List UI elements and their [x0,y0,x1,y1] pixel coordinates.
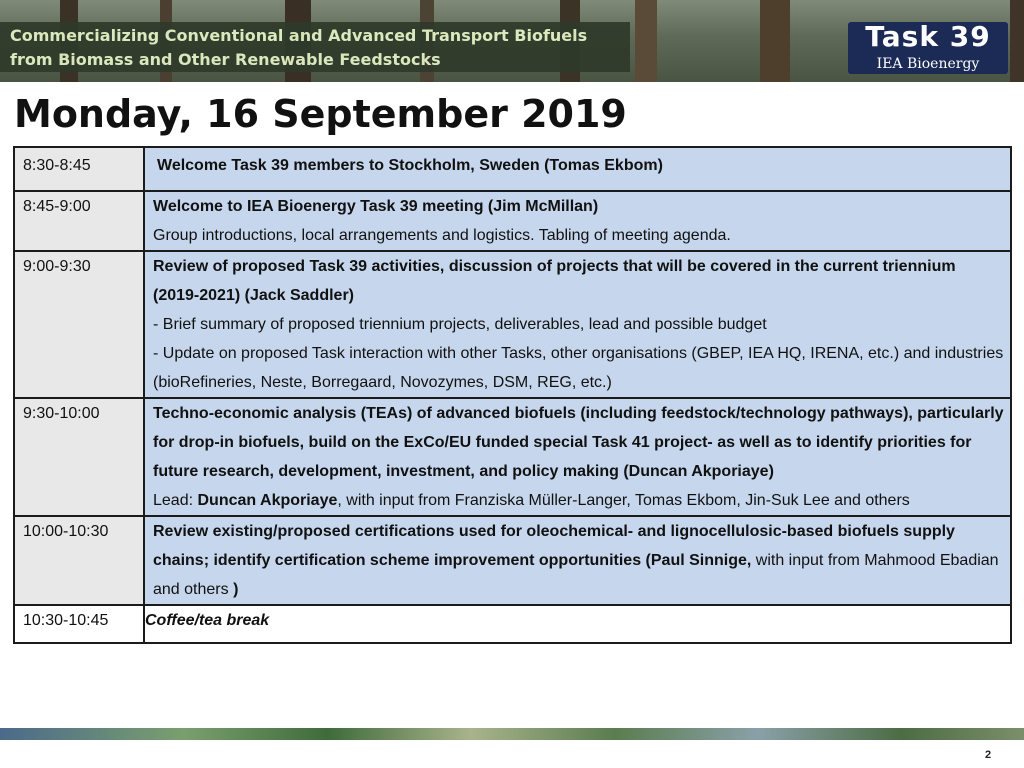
agenda-item [144,147,1011,191]
agenda-item-title: Coffee/tea break [145,612,270,629]
agenda-item [144,398,1011,516]
agenda-row [14,147,1011,191]
agenda-time: 10:30-10:45 [14,605,144,643]
agenda-item-title: Welcome Task 39 members to Stockholm, Sweden (Tomas Ekbom) [157,157,663,174]
agenda-item-detail: Group introductions, local arrangements and logistics. Tabling of meeting agenda. [153,227,731,244]
agenda-item-detail: with input from Mahmood Ebadian and others [153,552,999,598]
agenda-row [14,191,1011,251]
page-title: Monday, 16 September 2019 [14,92,627,136]
task39-logo [848,22,1008,74]
agenda-table [13,146,1012,644]
lead-label: Lead: [153,492,198,509]
agenda-item [144,516,1011,605]
agenda-item-detail: - Update on proposed Task interaction with other Tasks, other organisations (GBEP, IEA HQ, IRENA, etc.) and industries (bioRefineries, Neste, Borregaard, Novozymes, DSM, REG, etc.) [153,345,1004,391]
agenda-time: 9:00-9:30 [14,251,144,398]
agenda-item-lead [153,486,1004,515]
agenda-time: 9:30-10:00 [14,398,144,516]
agenda-item-close: ) [233,581,239,598]
agenda-item [144,605,1011,643]
tree-trunk-decoration [635,0,657,82]
banner-line-2: from Biomass and Other Renewable Feedstocks [10,50,441,69]
agenda-time: 8:45-9:00 [14,191,144,251]
tree-trunk-decoration [1010,0,1024,82]
footer-image-strip [0,728,1024,740]
page-number: 2 [985,749,992,761]
tree-trunk-decoration [760,0,790,82]
agenda-item-detail: - Brief summary of proposed triennium projects, deliverables, lead and possible budget [153,316,767,333]
lead-name: Duncan Akporiaye [197,492,338,509]
banner-line-1: Commercializing Conventional and Advanced Transport Biofuels [10,26,588,45]
agenda-row [14,516,1011,605]
agenda-row [14,605,1011,643]
agenda-row [14,398,1011,516]
agenda-item-title: Techno-economic analysis (TEAs) of advanced biofuels (including feedstock/technology pathways), particularly for drop-in biofuels, build on the ExCo/EU funded special Task 41 project- as well as to identify priorities for future research, development, investment, and policy making (Duncan Akporiaye) [153,405,1004,480]
agenda-time: 10:00-10:30 [14,516,144,605]
agenda-item-title: Welcome to IEA Bioenergy Task 39 meeting (Jim McMillan) [153,198,599,215]
header-banner [0,0,1024,82]
agenda-item-title: Review of proposed Task 39 activities, discussion of projects that will be covered in the current triennium (2019-2021) (Jack Saddler) [153,258,956,304]
agenda-time: 8:30-8:45 [14,147,144,191]
agenda-item [144,191,1011,251]
agenda-item-title: Review existing/proposed certifications used for oleochemical- and lignocellulosic-based biofuels supply chains; identify certification scheme improvement opportunities (Paul Sinnige, [153,523,955,569]
logo-subtitle: IEA Bioenergy [876,56,980,72]
banner-title-box [0,22,630,72]
agenda-item [144,251,1011,398]
lead-contributors: , with input from Franziska Müller-Langer, Tomas Ekbom, Jin-Suk Lee and others [337,492,910,509]
agenda-row [14,251,1011,398]
logo-brand-text: Task 39 [865,20,991,53]
